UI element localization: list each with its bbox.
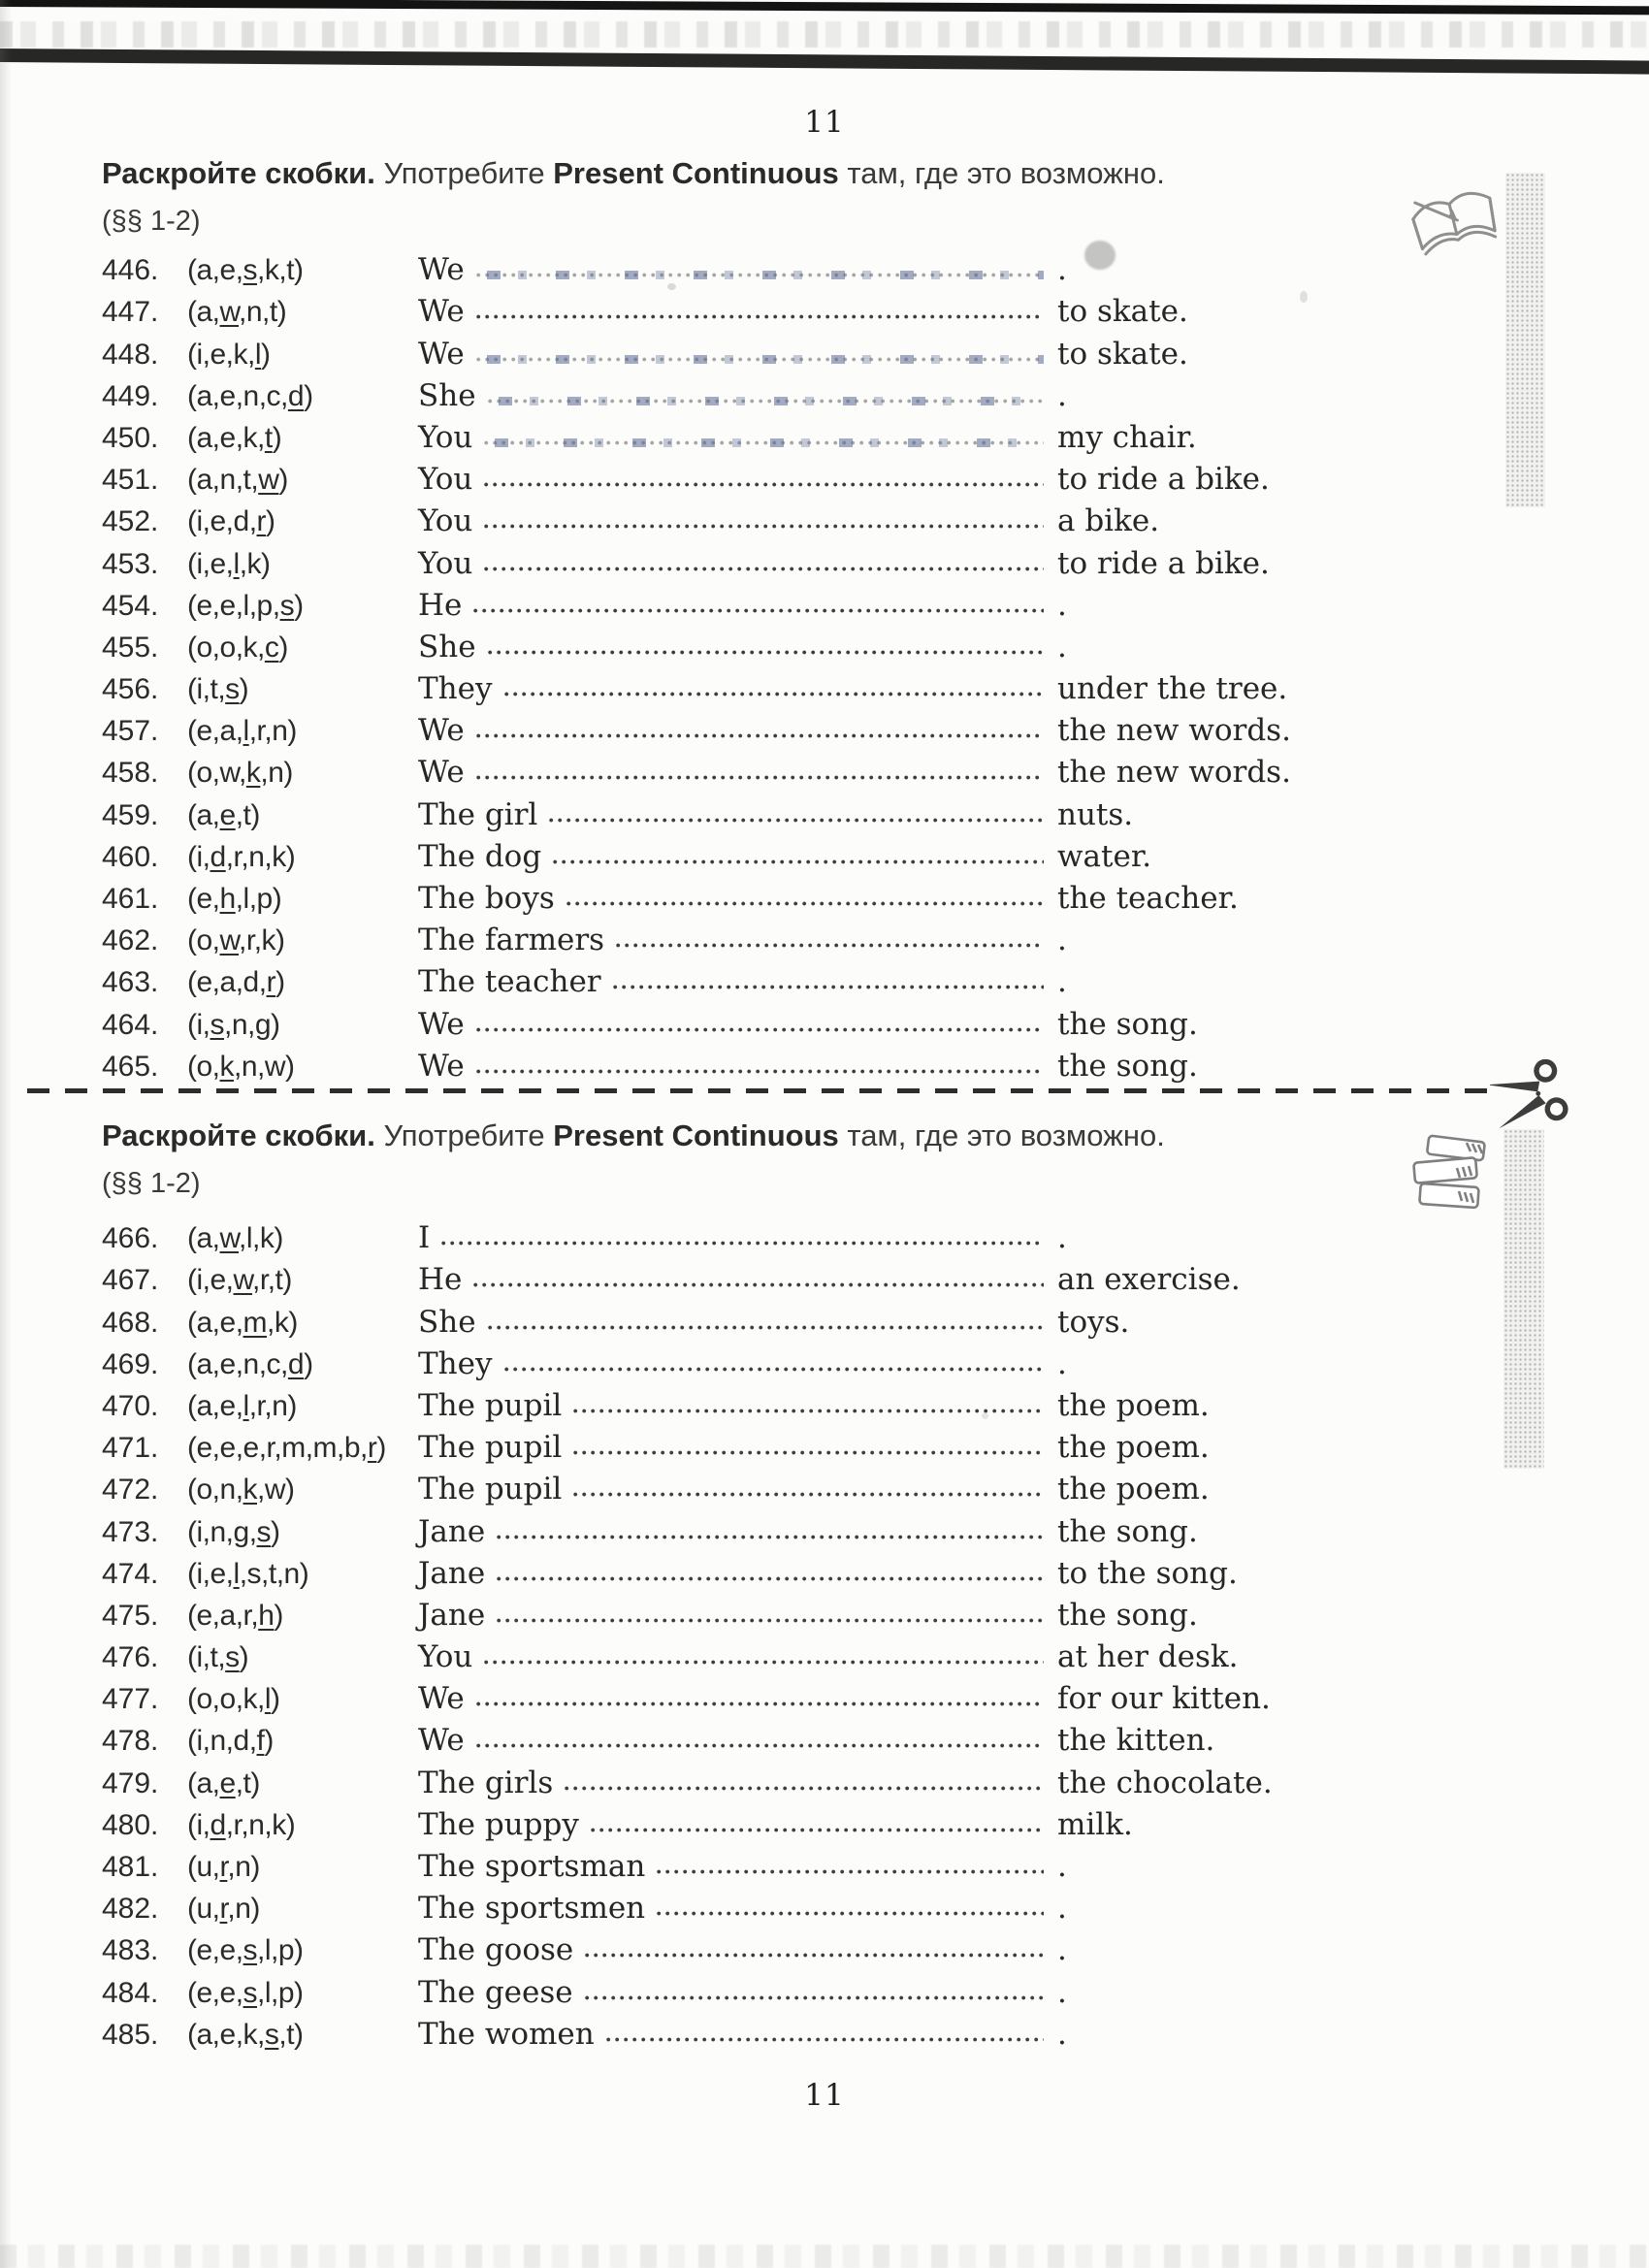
sentence-subject: She: [418, 1304, 476, 1340]
sentence-tail: milk.: [1057, 1806, 1133, 1842]
exercise-row: [102, 374, 1479, 416]
letters-hint: (i,n,d,f): [187, 1725, 274, 1758]
letters-hint: (i,t,s): [187, 673, 249, 706]
letters-hint: (i,n,g,s): [187, 1515, 280, 1548]
instruction-regular-mid: Употребите: [374, 156, 554, 190]
sentence-subject: We: [418, 294, 465, 330]
paragraph-reference-2: (§§ 1-2): [102, 1168, 201, 1199]
dotted-blank: [476, 731, 1044, 740]
sentence-tail: the poem.: [1057, 1472, 1210, 1507]
letters-hint: (e,e,e,r,m,m,b,r): [187, 1432, 386, 1465]
sentence-tail: to skate.: [1057, 336, 1188, 372]
sentence-subject: The goose: [418, 1932, 574, 1968]
book-stack-icon: [1405, 1133, 1504, 1230]
dotted-blank: [504, 690, 1044, 698]
sentence-subject: We: [418, 713, 465, 749]
scan-artifact-top-line: [0, 0, 1649, 15]
sentence-tail: .: [1057, 252, 1067, 288]
dotted-blank: [488, 1323, 1044, 1332]
sentence-subject: The pupil: [418, 1387, 563, 1423]
instruction-term: Present Continuous: [553, 1118, 839, 1152]
paragraph-reference-1: (§§ 1-2): [102, 206, 201, 237]
exercise-row: [102, 877, 1479, 919]
dotted-blank: [476, 1741, 1044, 1750]
dotted-blank: [613, 983, 1044, 991]
letters-hint: (e,a,r,h): [187, 1599, 283, 1632]
item-number: 466.: [102, 1222, 159, 1255]
sentence-subject: You: [418, 462, 473, 498]
letters-hint: (i,d,r,n,k): [187, 840, 296, 873]
sentence-tail: nuts.: [1057, 796, 1134, 832]
sentence-subject: The dog: [418, 838, 542, 874]
letters-hint: (a,e,k,t): [187, 421, 282, 454]
dotted-blank: [476, 312, 1044, 321]
sentence-tail: to ride a bike.: [1057, 545, 1270, 581]
dotted-blank: [476, 355, 1044, 364]
item-number: 468.: [102, 1306, 159, 1339]
sentence-tail: .: [1057, 377, 1067, 413]
dotted-blank: [591, 1826, 1044, 1834]
sentence-subject: Jane: [418, 1555, 486, 1591]
exercise-row: [102, 793, 1479, 834]
sentence-tail: the teacher.: [1057, 881, 1239, 916]
letters-hint: (a,w,n,t): [187, 296, 287, 329]
exercise-row: [102, 1343, 1479, 1384]
sentence-tail: .: [1057, 1974, 1067, 2010]
item-number: 456.: [102, 673, 159, 706]
letters-hint: (o,w,r,k): [187, 924, 285, 957]
sentence-tail: .: [1057, 923, 1067, 958]
letters-hint: (a,e,n,c,d): [187, 379, 313, 412]
exercise-row: [102, 1300, 1479, 1342]
sentence-tail: .: [1057, 1849, 1067, 1884]
dotted-blank: [488, 397, 1044, 405]
item-number: 452.: [102, 505, 159, 538]
dotted-blank: [497, 1616, 1044, 1625]
sentence-tail: .: [1057, 629, 1067, 664]
exercise-row: [102, 541, 1479, 583]
sentence-subject: The pupil: [418, 1430, 563, 1466]
letters-hint: (i,e,l,s,t,n): [187, 1557, 309, 1590]
dotted-blank: [573, 1448, 1044, 1457]
exercise-row: [102, 751, 1479, 793]
sentence-subject: We: [418, 755, 465, 791]
exercise-row: [102, 1845, 1479, 1887]
letters-hint: (e,h,l,p): [187, 883, 282, 915]
instruction-heading-2: [102, 1120, 1363, 1150]
letters-hint: (a,n,t,w): [187, 464, 288, 497]
sentence-subject: You: [418, 545, 473, 581]
item-number: 448.: [102, 338, 159, 371]
exercise-row: [102, 709, 1479, 751]
sentence-subject: We: [418, 1723, 465, 1759]
letters-hint: (a,e,t): [187, 1766, 260, 1799]
item-number: 473.: [102, 1515, 159, 1548]
exercise-row: [102, 667, 1479, 709]
sentence-tail: to ride a bike.: [1057, 462, 1270, 498]
letters-hint: (e,a,l,r,n): [187, 715, 297, 748]
letters-hint: (o,w,k,n): [187, 757, 293, 790]
item-number: 447.: [102, 296, 159, 329]
sentence-subject: Jane: [418, 1597, 486, 1633]
sentence-tail: my chair.: [1057, 419, 1197, 455]
exercise-row: [102, 1719, 1479, 1761]
sentence-subject: They: [418, 1345, 493, 1381]
dotted-blank: [566, 899, 1044, 908]
exercise-row: [102, 1426, 1479, 1468]
sentence-subject: Jane: [418, 1513, 486, 1549]
sentence-subject: We: [418, 1006, 465, 1042]
item-number: 451.: [102, 464, 159, 497]
sentence-subject: We: [418, 1048, 465, 1084]
exercise-row: [102, 1677, 1479, 1719]
sentence-tail: an exercise.: [1057, 1262, 1241, 1298]
sentence-tail: the chocolate.: [1057, 1765, 1273, 1800]
letters-hint: (a,w,l,k): [187, 1222, 283, 1255]
item-number: 458.: [102, 757, 159, 790]
sentence-tail: to the song.: [1057, 1555, 1238, 1591]
dotted-blank: [585, 1951, 1044, 1960]
dotted-blank: [497, 1574, 1044, 1583]
sentence-tail: the song.: [1057, 1597, 1198, 1633]
sentence-tail: the poem.: [1057, 1387, 1210, 1423]
exercise-row: [102, 500, 1479, 541]
exercise-row: [102, 290, 1479, 332]
item-number: 453.: [102, 547, 159, 580]
dotted-blank: [657, 1909, 1044, 1918]
sentence-tail: water.: [1057, 838, 1152, 874]
letters-hint: (i,e,d,r): [187, 505, 275, 538]
item-number: 461.: [102, 883, 159, 915]
dotted-blank: [565, 1784, 1044, 1793]
margin-halftone-band: [1504, 1129, 1544, 1469]
sentence-subject: She: [418, 377, 476, 413]
dotted-blank: [476, 1025, 1044, 1034]
sentence-tail: .: [1057, 587, 1067, 623]
item-number: 470.: [102, 1389, 159, 1422]
instruction-heading-1: [102, 158, 1363, 188]
letters-hint: (a,e,t): [187, 798, 260, 831]
exercise-row: [102, 835, 1479, 877]
dotted-blank: [553, 858, 1044, 866]
exercise-section-2: [102, 1216, 1479, 2055]
item-number: 463.: [102, 966, 159, 999]
dotted-blank: [504, 1365, 1044, 1374]
exercise-row: [102, 1509, 1479, 1551]
sentence-subject: The geese: [418, 1974, 573, 2010]
dotted-blank: [484, 480, 1044, 489]
exercise-row: [102, 1970, 1479, 2012]
item-number: 476.: [102, 1641, 159, 1674]
instruction-regular-mid: Употребите: [374, 1118, 554, 1152]
sentence-tail: for our kitten.: [1057, 1681, 1271, 1717]
page-number-bottom: 11: [804, 2078, 845, 2113]
sentence-tail: toys.: [1057, 1304, 1130, 1340]
instruction-bold-lead: Раскройте скобки.: [102, 1118, 375, 1152]
item-number: 467.: [102, 1264, 159, 1297]
sentence-subject: You: [418, 1639, 473, 1675]
dotted-blank: [484, 438, 1044, 447]
letters-hint: (u,r,n): [187, 1893, 260, 1926]
sentence-subject: The sportsman: [418, 1849, 646, 1884]
letters-hint: (o,k,n,w): [187, 1050, 295, 1083]
item-number: 455.: [102, 631, 159, 664]
dotted-blank: [473, 606, 1044, 615]
sentence-subject: The boys: [418, 881, 555, 916]
item-number: 462.: [102, 924, 159, 957]
sentence-tail: the new words.: [1057, 755, 1291, 791]
sentence-tail: the poem.: [1057, 1430, 1210, 1466]
exercise-row: [102, 1887, 1479, 1928]
dotted-blank: [473, 1280, 1044, 1289]
dotted-blank: [606, 2035, 1044, 2044]
instruction-term: Present Continuous: [553, 156, 839, 190]
letters-hint: (e,e,l,p,s): [187, 589, 304, 622]
letters-hint: (i,e,k,l): [187, 338, 271, 371]
letters-hint: (a,e,m,k): [187, 1306, 298, 1339]
margin-halftone-band: [1505, 173, 1545, 507]
exercise-row: [102, 1594, 1479, 1636]
item-number: 477.: [102, 1683, 159, 1716]
item-number: 474.: [102, 1557, 159, 1590]
item-number: 471.: [102, 1432, 159, 1465]
dotted-blank: [476, 773, 1044, 782]
item-number: 484.: [102, 1976, 159, 2009]
letters-hint: (o,o,k,l): [187, 1683, 280, 1716]
sentence-subject: The teacher: [418, 964, 601, 1000]
instruction-regular-tail: там, где это возможно.: [838, 156, 1165, 190]
page-number-top: 11: [804, 105, 845, 140]
sentence-tail: at her desk.: [1057, 1639, 1239, 1675]
item-number: 450.: [102, 421, 159, 454]
exercise-row: [102, 919, 1479, 960]
item-number: 481.: [102, 1851, 159, 1883]
item-number: 483.: [102, 1934, 159, 1967]
scan-artifact-bottom-band: [0, 2245, 1649, 2268]
sentence-subject: We: [418, 336, 465, 372]
letters-hint: (u,r,n): [187, 1851, 260, 1883]
dotted-blank: [476, 1700, 1044, 1708]
exercise-row: [102, 1636, 1479, 1677]
exercise-row: [102, 626, 1479, 667]
exercise-row: [102, 1468, 1479, 1509]
sentence-subject: The farmers: [418, 923, 605, 958]
item-number: 459.: [102, 798, 159, 831]
item-number: 472.: [102, 1474, 159, 1507]
sentence-subject: He: [418, 587, 463, 623]
dotted-blank: [573, 1407, 1044, 1415]
dotted-blank: [573, 1490, 1044, 1499]
sentence-tail: .: [1057, 1932, 1067, 1968]
letters-hint: (i,t,s): [187, 1641, 249, 1674]
sentence-subject: He: [418, 1262, 463, 1298]
item-number: 449.: [102, 379, 159, 412]
cut-dashed-line: [27, 1088, 1492, 1093]
letters-hint: (e,e,s,l,p): [187, 1934, 304, 1967]
item-number: 457.: [102, 715, 159, 748]
sentence-subject: The women: [418, 2016, 595, 2052]
sentence-tail: the kitten.: [1057, 1723, 1215, 1759]
sentence-subject: She: [418, 629, 476, 664]
dotted-blank: [497, 1533, 1044, 1541]
sentence-tail: the song.: [1057, 1006, 1198, 1042]
exercise-row: [102, 1384, 1479, 1426]
exercise-row: [102, 1216, 1479, 1258]
letters-hint: (e,a,d,r): [187, 966, 285, 999]
letters-hint: (i,d,r,n,k): [187, 1808, 296, 1841]
letters-hint: (o,n,k,w): [187, 1474, 295, 1507]
letters-hint: (a,e,n,c,d): [187, 1347, 313, 1380]
item-number: 485.: [102, 2018, 159, 2051]
item-number: 478.: [102, 1725, 159, 1758]
item-number: 475.: [102, 1599, 159, 1632]
dotted-blank: [484, 1658, 1044, 1667]
exercise-row: [102, 1258, 1479, 1300]
dotted-blank: [657, 1867, 1044, 1876]
sentence-tail: to skate.: [1057, 294, 1188, 330]
exercise-row: [102, 960, 1479, 1002]
exercise-row: [102, 1761, 1479, 1802]
scissors-icon: [1490, 1059, 1575, 1137]
sentence-subject: They: [418, 671, 493, 707]
dotted-blank: [484, 565, 1044, 573]
sentence-subject: The pupil: [418, 1472, 563, 1507]
scan-artifact-noise-band: [0, 21, 1649, 48]
sentence-subject: You: [418, 419, 473, 455]
instruction-regular-tail: там, где это возможно.: [838, 1118, 1165, 1152]
open-book-pencil-icon: [1399, 161, 1507, 277]
sentence-tail: under the tree.: [1057, 671, 1288, 707]
sentence-tail: the song.: [1057, 1513, 1198, 1549]
dotted-blank: [616, 941, 1044, 950]
item-number: 482.: [102, 1893, 159, 1926]
letters-hint: (i,e,w,r,t): [187, 1264, 292, 1297]
exercise-row: [102, 1803, 1479, 1845]
sentence-subject: We: [418, 1681, 465, 1717]
sentence-subject: The puppy: [418, 1806, 579, 1842]
exercise-row: [102, 1928, 1479, 1970]
sentence-tail: the new words.: [1057, 713, 1291, 749]
item-number: 464.: [102, 1008, 159, 1041]
item-number: 479.: [102, 1766, 159, 1799]
item-number: 454.: [102, 589, 159, 622]
exercise-row: [102, 458, 1479, 500]
sentence-subject: The girls: [418, 1765, 554, 1800]
sentence-subject: The girl: [418, 796, 538, 832]
item-number: 469.: [102, 1347, 159, 1380]
exercise-row: [102, 248, 1479, 290]
letters-hint: (i,e,l,k): [187, 547, 271, 580]
sentence-subject: The sportsmen: [418, 1891, 646, 1927]
exercise-section-1: [102, 248, 1479, 1086]
exercise-row: [102, 416, 1479, 458]
sentence-tail: the song.: [1057, 1048, 1198, 1084]
item-number: 480.: [102, 1808, 159, 1841]
sentence-tail: .: [1057, 1891, 1067, 1927]
exercise-row: [102, 584, 1479, 626]
dotted-blank: [476, 271, 1044, 279]
sentence-tail: .: [1057, 1220, 1067, 1256]
sentence-tail: .: [1057, 964, 1067, 1000]
sentence-tail: a bike.: [1057, 503, 1160, 539]
letters-hint: (o,o,k,c): [187, 631, 288, 664]
exercise-row: [102, 1002, 1479, 1044]
letters-hint: (a,e,l,r,n): [187, 1389, 297, 1422]
dotted-blank: [441, 1239, 1044, 1247]
dotted-blank: [549, 816, 1044, 825]
letters-hint: (i,s,n,g): [187, 1008, 280, 1041]
instruction-bold-lead: Раскройте скобки.: [102, 156, 375, 190]
letters-hint: (a,e,k,s,t): [187, 2018, 304, 2051]
exercise-row: [102, 332, 1479, 373]
scan-artifact-left-edge: [0, 0, 12, 2268]
dotted-blank: [484, 522, 1044, 531]
dotted-blank: [488, 648, 1044, 657]
dotted-blank: [585, 1993, 1044, 2002]
sentence-tail: .: [1057, 2016, 1067, 2052]
item-number: 446.: [102, 254, 159, 287]
exercise-row: [102, 1045, 1479, 1086]
sentence-tail: .: [1057, 1345, 1067, 1381]
letters-hint: (e,e,s,l,p): [187, 1976, 304, 2009]
sentence-subject: We: [418, 252, 465, 288]
sentence-subject: I: [418, 1220, 431, 1256]
item-number: 460.: [102, 840, 159, 873]
letters-hint: (a,e,s,k,t): [187, 254, 304, 287]
exercise-row: [102, 1552, 1479, 1594]
item-number: 465.: [102, 1050, 159, 1083]
exercise-row: [102, 2013, 1479, 2055]
scan-artifact-dark-bar: [0, 49, 1649, 75]
sentence-subject: You: [418, 503, 473, 539]
dotted-blank: [476, 1067, 1044, 1076]
